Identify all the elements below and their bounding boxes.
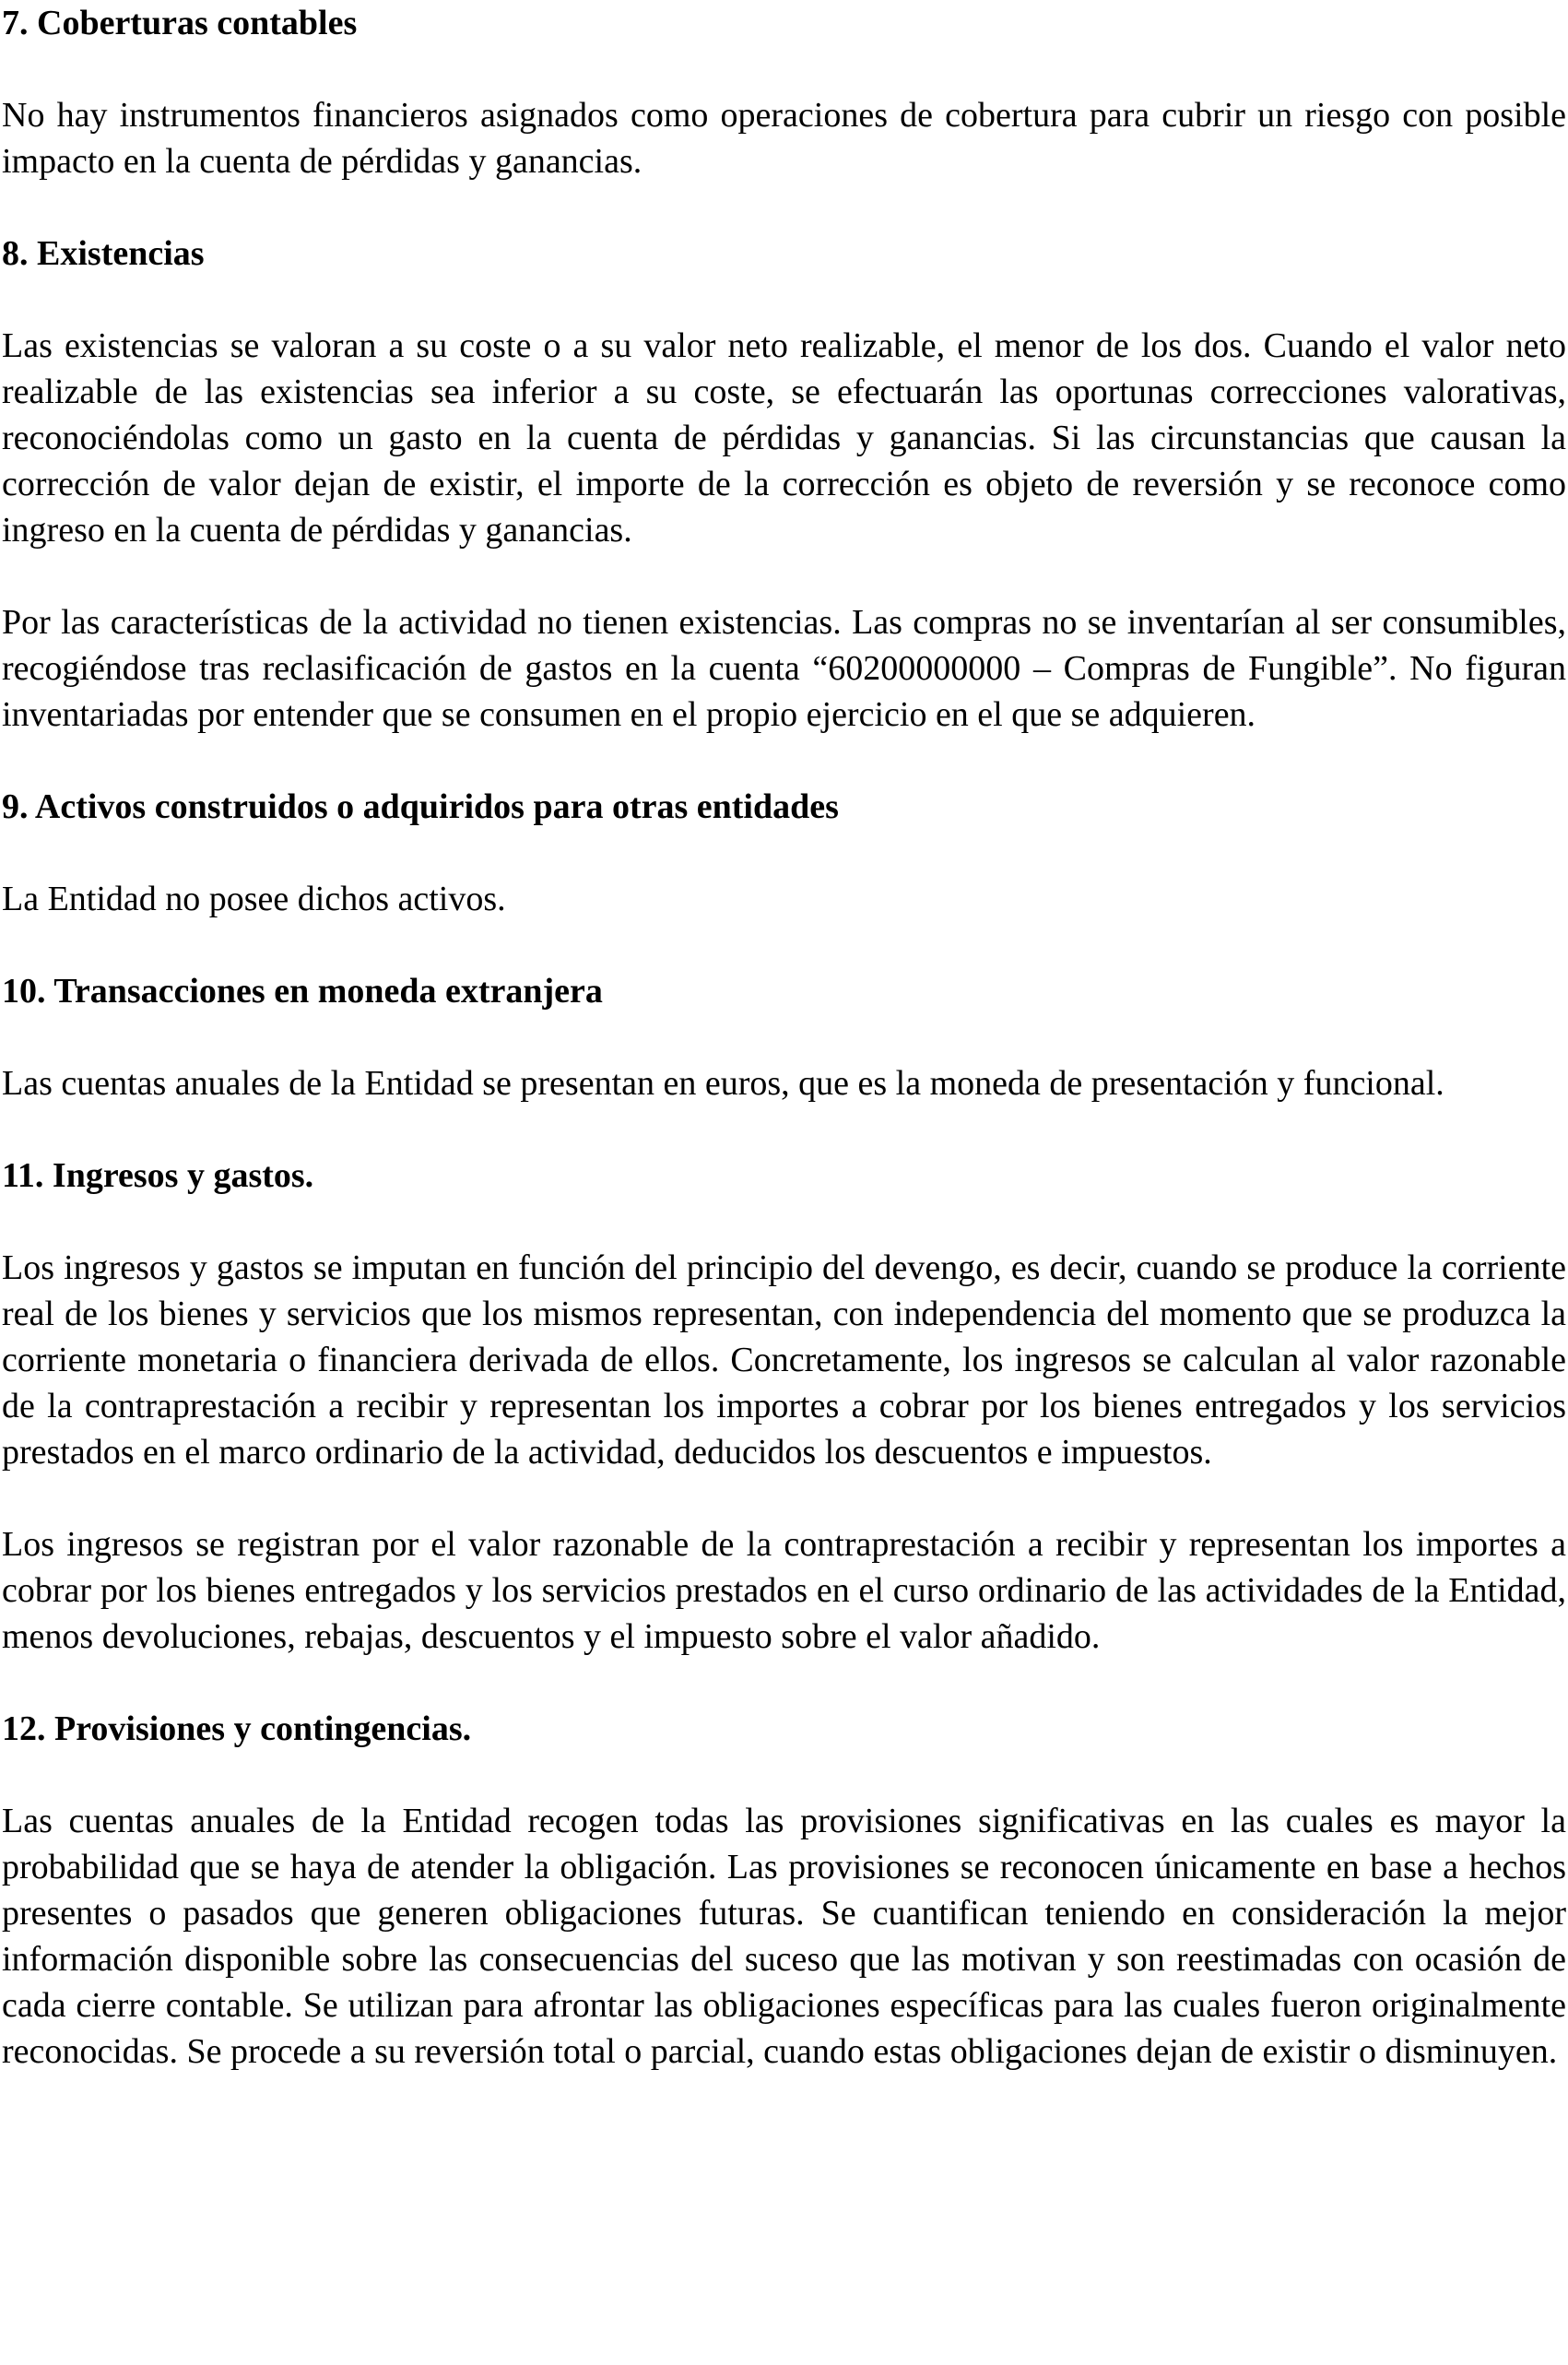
spacer <box>2 46 1566 92</box>
spacer <box>2 1752 1566 1798</box>
section-heading-8: 8. Existencias <box>2 234 205 273</box>
section-heading-10: 10. Transacciones en moneda extranjera <box>2 972 603 1011</box>
section-heading-7: 7. Coberturas contables <box>2 4 358 42</box>
paragraph: No hay instrumentos financieros asignados como operaciones de cobertura para cubrir un riesgo con posible impacto en la cuenta de pérdidas y ganancias. <box>2 96 1566 181</box>
section-heading-11: 11. Ingresos y gastos. <box>2 1156 314 1195</box>
spacer <box>2 1106 1566 1153</box>
paragraph: Los ingresos se registran por el valor razonable de la contraprestación a recibir y representan los importes a cobrar por los bienes entregados y los servicios prestados en el curso ordinario de las actividades de la Entidad, menos devoluciones, rebajas, descuentos y el impuesto sobre el valor añadido. <box>2 1525 1566 1656</box>
spacer <box>2 1660 1566 1706</box>
paragraph: Las cuentas anuales de la Entidad se presentan en euros, que es la moneda de presentación y funcional. <box>2 1064 1444 1103</box>
paragraph: Las existencias se valoran a su coste o a su valor neto realizable, el menor de los dos. Cuando el valor neto realizable de las existencias sea inferior a su coste, se efectuarán las oportunas correcciones valorativas, reconociéndolas como un gasto en la cuenta de pérdidas y ganancias. Si las circunstancias que causan la corrección de valor dejan de existir, el importe de la corrección es objeto de reversión y se reconoce como ingreso en la cuenta de pérdidas y ganancias. <box>2 326 1566 550</box>
paragraph: Las cuentas anuales de la Entidad recogen todas las provisiones significativas en las cuales es mayor la probabilidad que se haya de atender la obligación. Las provisiones se reconocen únicamente en base a hechos presentes o pasados que generen obligaciones futuras. Se cuantifican teniendo en consideración la mejor información disponible sobre las consecuencias del suceso que las motivan y son reestimadas con ocasión de cada cierre contable. Se utilizan para afrontar las obligaciones específicas para las cuales fueron originalmente reconocidas. Se procede a su reversión total o parcial, cuando estas obligaciones dejan de existir o disminuyen. <box>2 1802 1566 2071</box>
spacer <box>2 922 1566 968</box>
paragraph: La Entidad no posee dichos activos. <box>2 880 506 918</box>
spacer <box>2 830 1566 876</box>
spacer <box>2 1014 1566 1060</box>
spacer <box>2 184 1566 231</box>
spacer <box>2 1475 1566 1521</box>
spacer <box>2 553 1566 599</box>
paragraph: Por las características de la actividad no tienen existencias. Las compras no se inventarían al ser consumibles, recogiéndose tras reclasificación de gastos en la cuenta “60200000000 – Compras de Fungible”. No figuran inventariadas por entender que se consumen en el propio ejercicio en el que se adquieren. <box>2 603 1566 734</box>
section-heading-9: 9. Activos construidos o adquiridos para otras entidades <box>2 787 839 826</box>
spacer <box>2 277 1566 323</box>
spacer <box>2 1199 1566 1245</box>
spacer <box>2 738 1566 784</box>
section-heading-12: 12. Provisiones y contingencias. <box>2 1709 472 1748</box>
paragraph: Los ingresos y gastos se imputan en función del principio del devengo, es decir, cuando se produce la corriente real de los bienes y servicios que los mismos representan, con independencia del momento que se produzca la corriente monetaria o financiera derivada de ellos. Concretamente, los ingresos se calculan al valor razonable de la contraprestación a recibir y representan los importes a cobrar por los bienes entregados y los servicios prestados en el marco ordinario de la actividad, deducidos los descuentos e impuestos. <box>2 1248 1566 1472</box>
